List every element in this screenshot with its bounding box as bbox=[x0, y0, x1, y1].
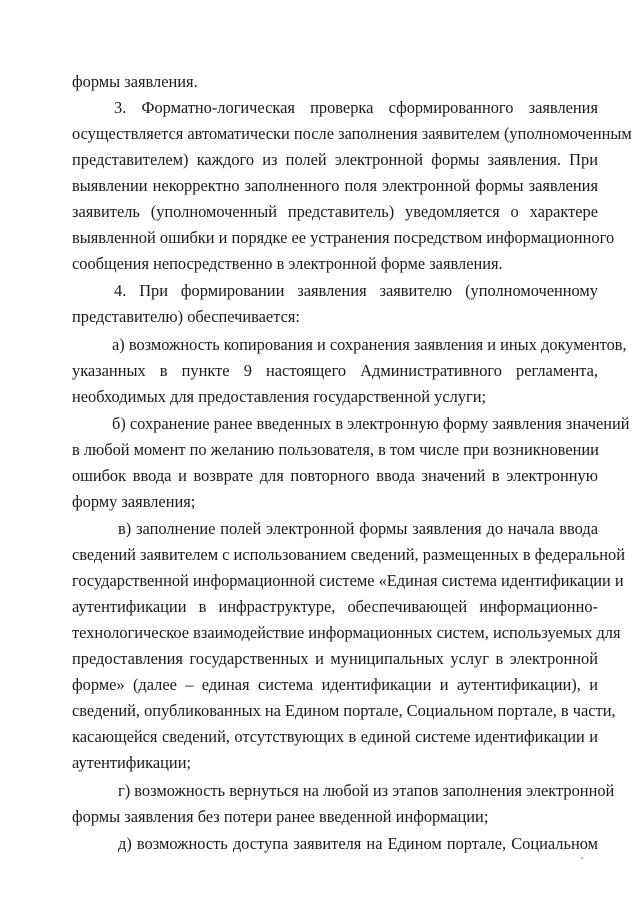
text-line: выявлении некорректно заполненного поля электронной формы заявления bbox=[72, 176, 598, 195]
text-line: предоставления государственных и муниципальных услуг в электронной bbox=[72, 649, 598, 668]
text-line: аутентификации в инфраструктуре, обеспечивающей информационно- bbox=[72, 597, 598, 616]
text-line: государственной информационной системе «Единая система идентификации и bbox=[72, 571, 624, 590]
text-line: представителем) каждого из полей электронной формы заявления. При bbox=[72, 150, 598, 169]
text-line: в любой момент по желанию пользователя, в том числе при возникновении bbox=[72, 440, 599, 459]
scan-speck bbox=[581, 857, 583, 859]
item-d-first-line: д) возможность доступа заявителя на Едином портале, Социальном bbox=[118, 834, 598, 853]
item-b-first-line: б) сохранение ранее введенных в электронную форму заявления значений bbox=[112, 414, 630, 433]
text-line: сведений заявителем с использованием сведений, размещенных в федеральной bbox=[72, 545, 625, 564]
text-line: осуществляется автоматически после заполнения заявителем (уполномоченным bbox=[72, 124, 632, 143]
text-line: представителю) обеспечивается: bbox=[72, 307, 300, 326]
text-line: форму заявления; bbox=[72, 492, 196, 511]
text-line: сведений, опубликованных на Едином портале, Социальном портале, в части, bbox=[72, 701, 616, 720]
text-line: заявитель (уполномоченный представитель) уведомляется о характере bbox=[72, 202, 598, 221]
text-line: формы заявления. bbox=[72, 72, 198, 91]
paragraph-4-first-line: 4. При формировании заявления заявителю (уполномоченному bbox=[114, 281, 598, 300]
item-a-first-line: а) возможность копирования и сохранения заявления и иных документов, bbox=[112, 335, 627, 354]
text-line: формы заявления без потери ранее введенной информации; bbox=[72, 807, 489, 826]
text-line: ошибок ввода и возврате для повторного ввода значений в электронную bbox=[72, 466, 598, 485]
text-line: касающейся сведений, отсутствующих в единой системе идентификации и bbox=[72, 727, 598, 746]
text-line: технологическое взаимодействие информационных систем, используемых для bbox=[72, 623, 621, 642]
paragraph-3-first-line: 3. Форматно-логическая проверка сформированного заявления bbox=[114, 98, 598, 117]
text-line: необходимых для предоставления государственной услуги; bbox=[72, 387, 487, 406]
text-line: форме» (далее – единая система идентификации и аутентификации), и bbox=[72, 675, 598, 694]
item-v-first-line: в) заполнение полей электронной формы заявления до начала ввода bbox=[118, 519, 598, 538]
text-line: указанных в пункте 9 настоящего Административного регламента, bbox=[72, 361, 598, 380]
item-g-first-line: г) возможность вернуться на любой из этапов заполнения электронной bbox=[118, 781, 615, 800]
text-line: сообщения непосредственно в электронной форме заявления. bbox=[72, 254, 503, 273]
text-line: выявленной ошибки и порядке ее устранения посредством информационного bbox=[72, 228, 615, 247]
text-line: аутентификации; bbox=[72, 753, 192, 772]
